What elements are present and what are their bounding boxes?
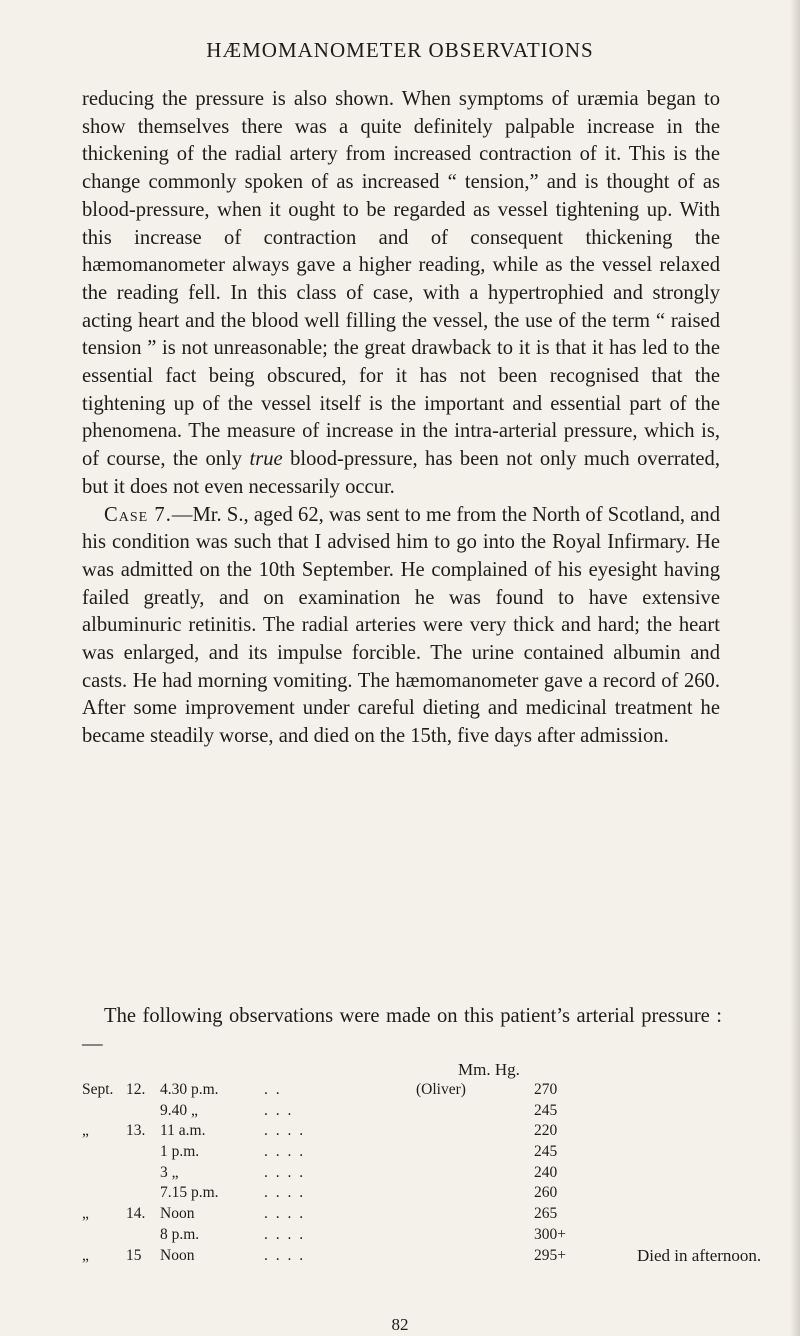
row-value: 245 — [534, 1101, 558, 1119]
row-month: „ — [82, 1122, 89, 1140]
table-row — [82, 1101, 782, 1122]
row-value: 300+ — [534, 1225, 566, 1243]
row-note: (Oliver) — [416, 1081, 466, 1098]
row-time: 1 p.m. — [160, 1143, 200, 1161]
row-time: 4.30 p.m. — [160, 1081, 219, 1098]
row-value: 260 — [534, 1184, 558, 1202]
table-row — [82, 1246, 782, 1267]
row-time: 11 a.m. — [160, 1122, 206, 1140]
row-leader: . . . . — [264, 1163, 306, 1181]
row-month: Sept. — [82, 1081, 114, 1098]
row-leader: . . . . — [264, 1225, 306, 1243]
case-label: Case 7. — [104, 503, 172, 526]
body-text — [82, 86, 720, 751]
table-row — [82, 1163, 782, 1184]
table-row — [82, 1204, 782, 1225]
row-leader: . . . . — [264, 1246, 306, 1264]
row-day: 12. — [126, 1081, 146, 1098]
row-month: „ — [82, 1246, 89, 1264]
paragraph-2 — [82, 502, 720, 751]
table-row — [82, 1225, 782, 1246]
paragraph-1-emphasis: true — [249, 448, 283, 471]
row-value: 245 — [534, 1143, 558, 1161]
row-value: 265 — [534, 1205, 558, 1223]
row-leader: . . — [264, 1081, 282, 1098]
row-value: 270 — [534, 1081, 558, 1098]
table-row — [82, 1183, 782, 1204]
row-value: 295+ — [534, 1246, 566, 1264]
row-leader: . . . . — [264, 1205, 306, 1223]
intro-text: The following observations were made on this patient’s arterial pressure :— — [82, 1005, 722, 1055]
row-day: 13. — [126, 1122, 146, 1140]
row-leader: . . . — [264, 1101, 294, 1119]
paragraph-1-end: blood-pressure, has been not only much overrated, but it does not even necessarily occur. — [82, 448, 720, 498]
paragraph-2-text: —Mr. S., aged 62, was sent to me from the North of Scotland, and his condition was such that I advised him to go into the Royal Infirmary. He was admitted on the 10th September. He complained of his eyesight having failed greatly, and on examination he was found to have extensive albuminuric retinitis. The radial arteries were very thick and hard; the heart was enlarged, and its impulse forcible. The urine contained albumin and casts. He had morning vomiting. The hæmomanometer gave a record of 260. After some improvement under careful dieting and medicinal treatment he became steadily worse, and died on the 15th, five days after admission. — [82, 503, 721, 748]
row-time: 9.40 „ — [160, 1101, 198, 1119]
row-leader: . . . . — [264, 1184, 306, 1202]
row-time: 3 „ — [160, 1163, 179, 1181]
row-day: 15 — [126, 1246, 142, 1264]
table-row — [82, 1121, 782, 1142]
row-leader: . . . . — [264, 1143, 306, 1161]
observations-intro — [82, 1003, 722, 1058]
row-remark: Died in afternoon. — [637, 1245, 762, 1265]
page-edge-shadow — [790, 0, 800, 1336]
row-day: 14. — [126, 1205, 146, 1223]
row-month: „ — [82, 1205, 89, 1223]
table-row — [82, 1142, 782, 1163]
row-time: Noon — [160, 1246, 195, 1264]
paragraph-1-text: reducing the pressure is also shown. When symptoms of uræmia began to show themselves there was a quite definitely palpable increase in the thickening of the radial artery from increased contraction of it. This is the change commonly spoken of as increased “ tension,” and is thought of as blood-pressure, when it ought to be regarded as vessel tightening up. With this increase of contraction and of consequent thickening the hæmomanometer always gave a higher reading, while as the vessel relaxed the reading fell. In this class of case, with a hypertrophied and strongly acting heart and the blood well filling the vessel, the use of the term “ raised tension ” is not unreasonable; the great drawback to it is that it has led to the essential fact being obscured, for it has not been recognised that the tightening up of the vessel itself is the important and essential part of the phenomena. The measure of increase in the intra-arterial pressure, which is, of course, the only — [82, 88, 720, 471]
table-row — [82, 1080, 782, 1101]
unit-heading: Mm. Hg. — [458, 1060, 520, 1079]
row-time: 7.15 p.m. — [160, 1184, 219, 1202]
observation-rows — [82, 1080, 782, 1266]
row-time: Noon — [160, 1205, 195, 1223]
page-number: 82 — [391, 1315, 409, 1334]
row-time: 8 p.m. — [160, 1225, 200, 1243]
row-value: 240 — [534, 1163, 558, 1181]
paragraph-1 — [82, 86, 720, 502]
row-value: 220 — [534, 1122, 558, 1140]
running-head: HÆMOMANOMETER OBSERVATIONS — [206, 38, 594, 62]
row-leader: . . . . — [264, 1122, 306, 1140]
